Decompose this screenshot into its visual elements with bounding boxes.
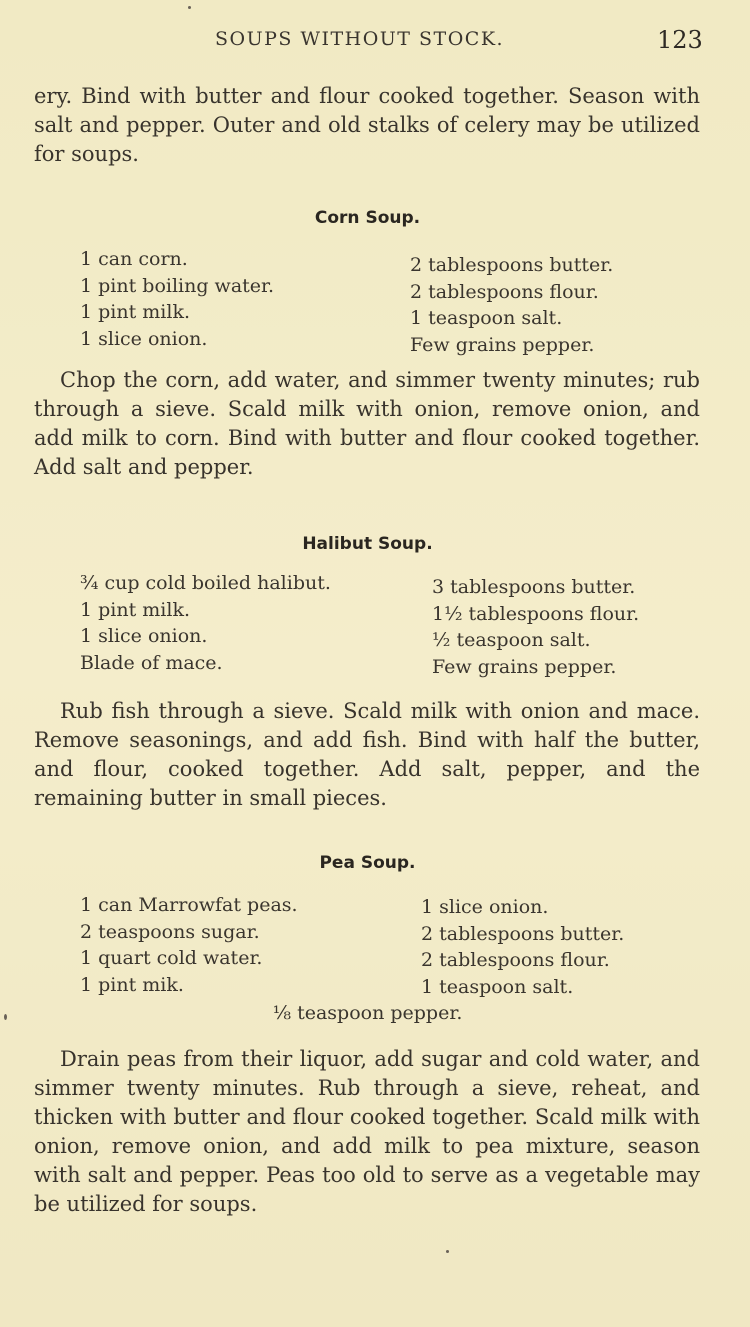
ingredients-left-corn-soup (80, 246, 274, 352)
ingredient: 1 pint milk. (80, 301, 191, 323)
ingredients-left-halibut-soup (80, 570, 331, 676)
ingredient: 2 tablespoons butter. (421, 922, 625, 945)
paper-speck (4, 1014, 7, 1020)
ingredients-right-pea-soup (421, 894, 624, 1000)
ingredient: 2 tablespoons butter. (410, 254, 614, 276)
ingredient: 2 tablespoons flour. (410, 280, 599, 303)
ingredient: 1 slice onion. (421, 896, 549, 918)
ingredient: 1 slice onion. (80, 327, 208, 350)
recipe-title-corn-soup: Corn Soup. (314, 208, 421, 228)
ingredients-right-halibut-soup (432, 574, 639, 680)
ingredient: 2 teaspoons sugar. (80, 920, 260, 943)
ingredient: 1 slice onion. (80, 625, 208, 647)
ingredient: Few grains pepper. (432, 655, 617, 678)
ingredient: ½ teaspoon salt. (432, 629, 591, 651)
ingredients-right-corn-soup (410, 252, 613, 358)
page-number: 123 (657, 26, 703, 54)
recipe-title-pea-soup: Pea Soup. (319, 853, 416, 873)
directions-corn-soup: Chop the corn, add water, and simmer twenty minutes; rub through a sieve. Scald milk with onion, remove onion, and add milk to corn. Bind with butter and flour cooked together. Add salt and pepper. (34, 368, 700, 479)
ingredient: Blade of mace. (80, 651, 223, 674)
ingredient: 1 pint boiling water. (80, 274, 275, 297)
ingredient: ¾ cup cold boiled halibut. (80, 572, 331, 594)
ingredient: 1 teaspoon salt. (410, 307, 563, 329)
intro-paragraph: ery. Bind with butter and flour cooked together. Season with salt and pepper. Outer and old stalks of celery may be utilized for soups. (34, 84, 700, 166)
directions-pea-soup: Drain peas from their liquor, add sugar and cold water, and simmer twenty minutes. Rub through a sieve, reheat, and thicken with butter and flour cooked together. Scald milk with onion, remove onion, and add milk to pea mixture, season with salt and pepper. Peas too old to serve as a vegetable may be utilized for soups. (34, 1047, 700, 1216)
ingredient: 3 tablespoons butter. (432, 576, 636, 598)
paper-speck (188, 6, 191, 9)
paper-speck (446, 1250, 449, 1253)
recipe-title-halibut-soup: Halibut Soup. (302, 534, 433, 554)
ingredient: 1½ tablespoons flour. (432, 602, 640, 625)
running-title: SOUPS WITHOUT STOCK. (215, 28, 505, 50)
directions-halibut-soup: Rub fish through a sieve. Scald milk with onion and mace. Remove seasonings, and add fish. Bind with half the butter, and flour, cooked together. Add salt, pepper, and the remaining butter in small pieces. (34, 699, 700, 810)
ingredient: 2 tablespoons flour. (421, 949, 610, 971)
ingredient-centered-pea-soup: ⅛ teaspoon pepper. (272, 1002, 463, 1024)
ingredient: 1 can Marrowfat peas. (80, 894, 298, 916)
ingredient: 1 teaspoon salt. (421, 975, 574, 998)
ingredient: 1 pint milk. (80, 598, 191, 621)
ingredient: 1 pint mik. (80, 973, 184, 996)
ingredient: 1 quart cold water. (80, 947, 263, 969)
ingredients-left-pea-soup (80, 892, 298, 998)
ingredient: 1 can corn. (80, 248, 188, 270)
ingredient: Few grains pepper. (410, 333, 595, 356)
